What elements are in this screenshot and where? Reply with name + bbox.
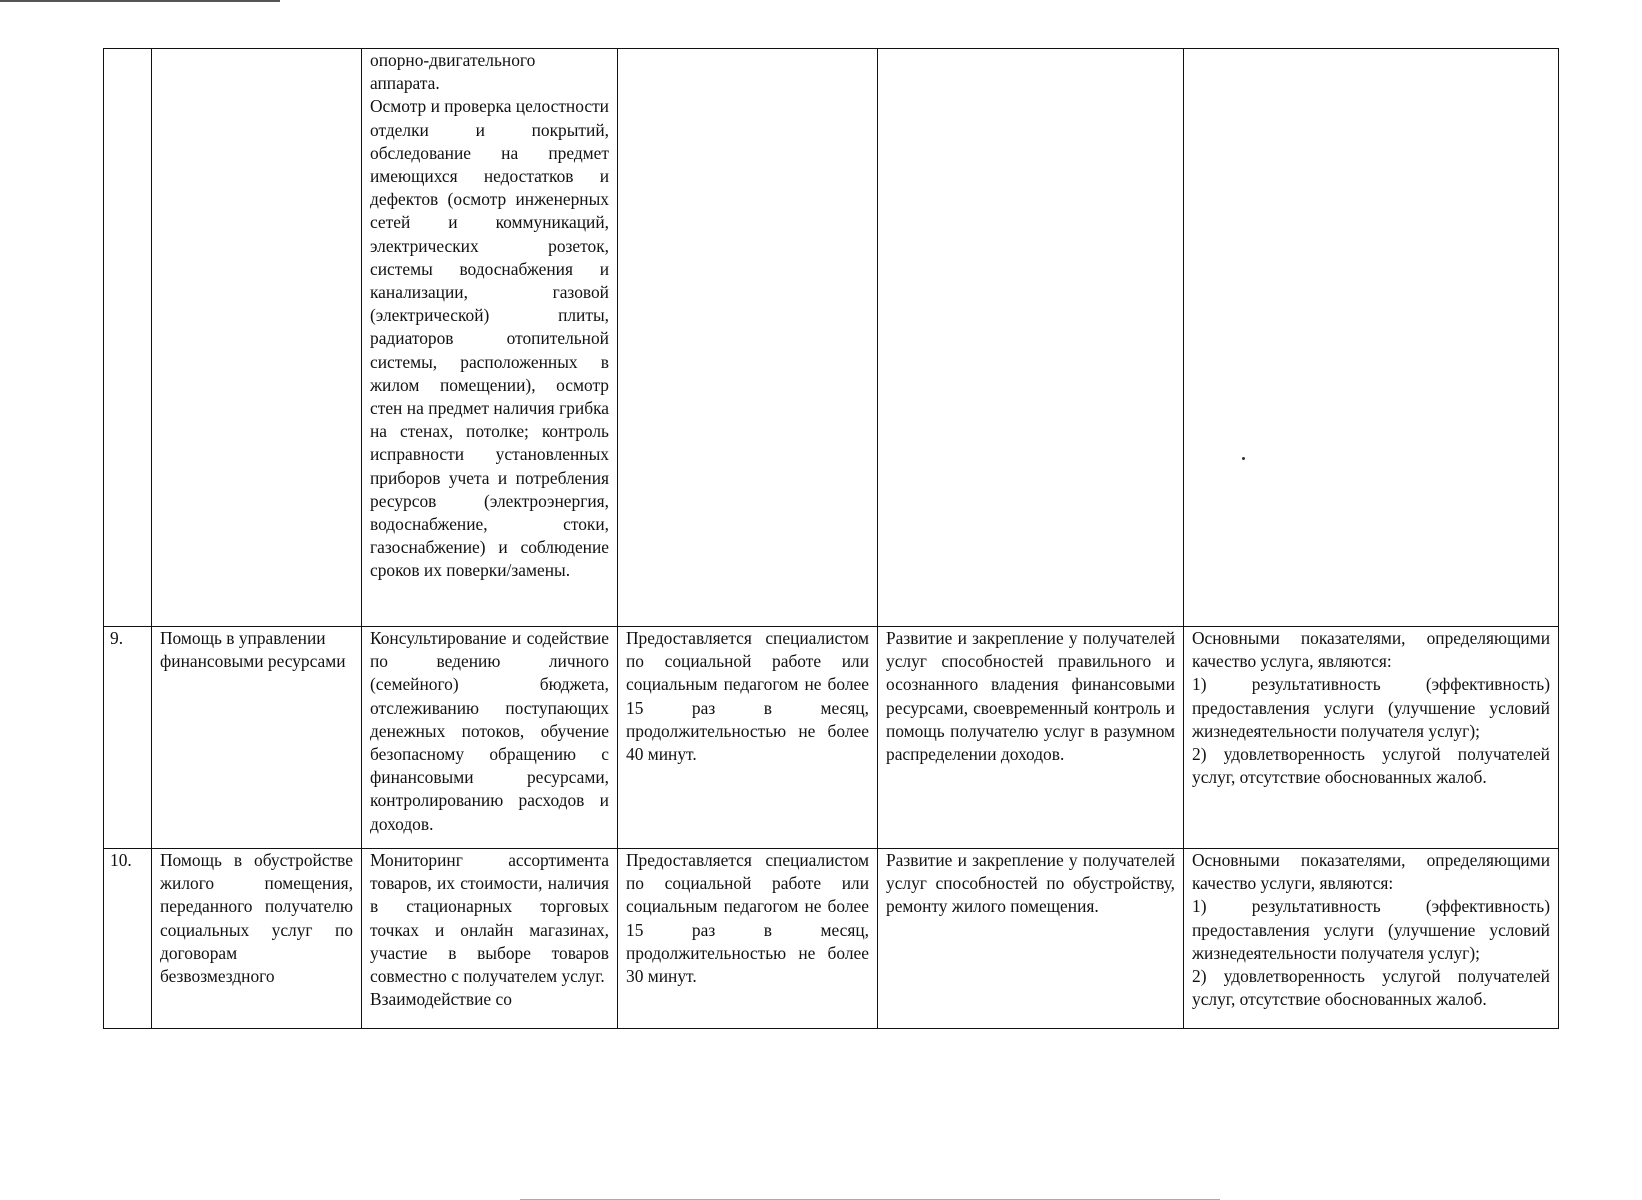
service-goal-cell: Развитие и закрепление у получателей услуг способностей правильного и осознанного владения финансовыми ресурсами, своевременный контроль и помощь получателю услуг в разумном распределении доходов. <box>878 627 1184 849</box>
service-content-cell: Мониторинг ассортимента товаров, их стоимости, наличия в стационарных торговых точках и онлайн магазинах, участие в выборе товаров совместно с получателем услуг. Взаимодействие со <box>362 849 618 1029</box>
quality-indicators-cell: Основными показателями, определяющими качество услуга, являются: 1) результативность (эффективность) предоставления услуги (улучшение условий жизнедеятельности получателя услуг); 2) удовлетворенность услугой получателей услуг, отсутствие обоснованных жалоб. <box>1184 627 1559 849</box>
services-table <box>103 48 1559 1029</box>
service-content-cell: опорно-двигательного аппарата. Осмотр и проверка целостности отделки и покрытий, обследование на предмет имеющихся недостатков и дефектов (осмотр инженерных сетей и коммуникаций, электрических розеток, системы водоснабжения и канализации, газовой (электрической) плиты, радиаторов отопительной системы, расположенных в жилом помещении), осмотр стен на предмет наличия грибка на стенах, потолке; контроль исправности установленных приборов учета и потребления ресурсов (электроэнергия, водоснабжение, стоки, газоснабжение) и соблюдение сроков их поверки/замены. <box>362 49 618 627</box>
provision-terms-cell <box>618 49 878 627</box>
quality-indicators-cell: Основными показателями, определяющими качество услуги, являются: 1) результативность (эффективность) предоставления услуги (улучшение условий жизнедеятельности получателя услуг); 2) удовлетворенность услугой получателей услуг, отсутствие обоснованных жалоб. <box>1184 849 1559 1029</box>
service-name-cell: Помощь в управлении финансовыми ресурсами <box>152 627 362 849</box>
row-number-cell: 9. <box>104 627 152 849</box>
table-row <box>104 49 1559 627</box>
provision-terms-cell: Предоставляется специалистом по социальной работе или социальным педагогом не более 15 раз в месяц, продолжительностью не более 40 минут. <box>618 627 878 849</box>
service-goal-cell: Развитие и закрепление у получателей услуг способностей по обустройству, ремонту жилого помещения. <box>878 849 1184 1029</box>
row-number-cell <box>104 49 152 627</box>
service-goal-cell <box>878 49 1184 627</box>
service-name-cell <box>152 49 362 627</box>
provision-terms-cell: Предоставляется специалистом по социальной работе или социальным педагогом не более 15 раз в месяц, продолжительностью не более 30 минут. <box>618 849 878 1029</box>
table-row <box>104 627 1559 849</box>
scan-speck <box>1242 457 1245 460</box>
row-number-cell: 10. <box>104 849 152 1029</box>
table-row <box>104 849 1559 1029</box>
scan-edge-mark <box>0 0 280 2</box>
quality-indicators-cell <box>1184 49 1559 627</box>
service-name-cell: Помощь в обустройстве жилого помещения, переданного получателю социальных услуг по договорам безвозмездного <box>152 849 362 1029</box>
service-content-cell: Консультирование и содействие по ведению личного (семейного) бюджета, отслеживанию поступающих денежных потоков, обучение безопасному обращению с финансовыми ресурсами, контролированию расходов и доходов. <box>362 627 618 849</box>
